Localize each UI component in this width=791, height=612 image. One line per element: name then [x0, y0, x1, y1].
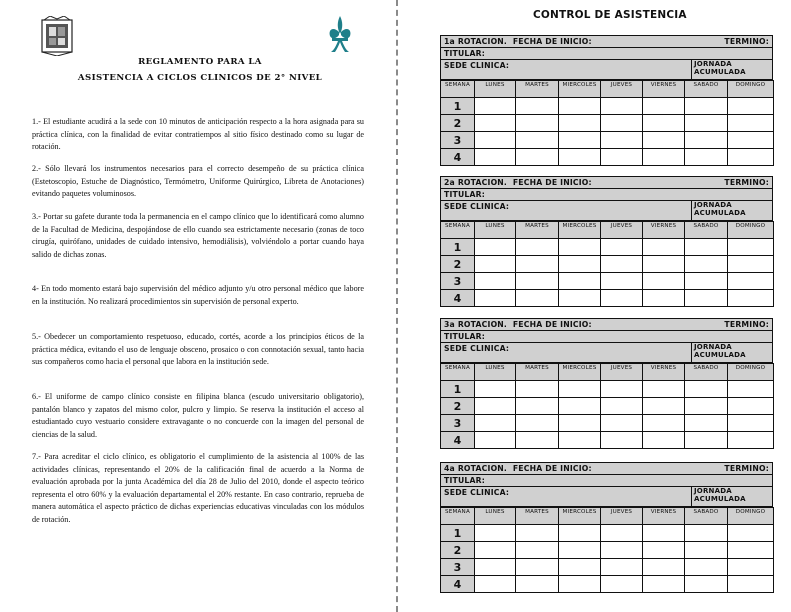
- col-martes: MARTES: [516, 222, 559, 239]
- table-row: [441, 256, 774, 273]
- col-sabado: SABADO: [685, 364, 728, 381]
- attendance-cell[interactable]: [516, 398, 559, 415]
- attendance-cell[interactable]: [559, 415, 601, 432]
- rules-title-line1: REGLAMENTO PARA LA: [138, 57, 262, 67]
- col-martes: MARTES: [516, 81, 559, 98]
- rules-title-line2: ASISTENCIA A CICLOS CLINICOS DE 2° NIVEL: [77, 73, 323, 83]
- attendance-cell[interactable]: [601, 273, 643, 290]
- attendance-cell[interactable]: [685, 381, 728, 398]
- attendance-cell[interactable]: [516, 381, 559, 398]
- week-number: 3: [441, 559, 475, 576]
- attendance-cell[interactable]: [601, 525, 643, 542]
- flor-emblem-icon: [327, 14, 353, 54]
- attendance-cell[interactable]: [559, 132, 601, 149]
- table-row: [441, 576, 774, 593]
- coat-of-arms-icon: [40, 16, 74, 56]
- col-sabado: SABADO: [685, 222, 728, 239]
- col-lunes: LUNES: [475, 81, 516, 98]
- attendance-cell[interactable]: [601, 98, 643, 115]
- rotation-label: 2a ROTACION.: [444, 178, 508, 187]
- table-row: [441, 559, 774, 576]
- table-row: [441, 115, 774, 132]
- attendance-cell[interactable]: [475, 398, 516, 415]
- rule-5: 5.- Obedecer un comportamiento respetuoso, educado, cortés, acorde a los principios éticos de la práctica médica, evitando el uso de lenguaje obsceno, prosaico o con connotación sexual, tanto hacia sus compañeros como hacia el personal que labora en la institución sede.: [32, 332, 364, 367]
- attendance-cell[interactable]: [643, 132, 685, 149]
- attendance-cell[interactable]: [728, 256, 774, 273]
- attendance-cell[interactable]: [475, 381, 516, 398]
- table-row: [441, 239, 774, 256]
- attendance-cell[interactable]: [728, 273, 774, 290]
- attendance-cell[interactable]: [559, 432, 601, 449]
- fecha-label: FECHA DE INICIO:: [512, 178, 592, 187]
- attendance-cell[interactable]: [728, 576, 774, 593]
- week-number: 1: [441, 239, 475, 256]
- attendance-cell[interactable]: [559, 559, 601, 576]
- rotation-label: 3a ROTACION.: [444, 320, 508, 329]
- week-number: 3: [441, 273, 475, 290]
- attendance-cell[interactable]: [559, 256, 601, 273]
- jornada-label: JORNADA ACUMULADA: [691, 60, 773, 79]
- week-number: 4: [441, 290, 475, 307]
- attendance-cell[interactable]: [728, 239, 774, 256]
- attendance-cell[interactable]: [516, 239, 559, 256]
- col-viernes: VIERNES: [643, 364, 685, 381]
- sede-label: SEDE CLINICA:: [444, 61, 510, 70]
- table-row: [441, 149, 774, 166]
- attendance-cell[interactable]: [516, 542, 559, 559]
- attendance-cell[interactable]: [643, 576, 685, 593]
- table-row: [441, 415, 774, 432]
- table-row: [441, 525, 774, 542]
- jornada-label: JORNADA ACUMULADA: [691, 201, 773, 220]
- col-jueves: JUEVES: [601, 364, 643, 381]
- rotation-label: 1a ROTACION.: [444, 37, 508, 46]
- sede-label: SEDE CLINICA:: [444, 202, 510, 211]
- termino-label: TERMINO:: [724, 178, 769, 187]
- rule-7: 7.- Para acreditar el ciclo clínico, es obligatorio el cumplimiento de la asistencia al 100% de las actividades clínicas, representando el 20% de la calificación final de acuerdo a la Norma de evaluación aprobada por la junta Académica del día 28 de Julio del 2010, donde el aspecto teórico representa el otro 60% y la evaluación departamental el 20% restante. En caso contrario, reprueba de manera automática el aspecto práctico de dichas experiencias educativas vinculadas con los módulos de rotación.: [32, 452, 364, 524]
- attendance-cell[interactable]: [601, 398, 643, 415]
- attendance-cell[interactable]: [516, 132, 559, 149]
- attendance-cell[interactable]: [685, 115, 728, 132]
- attendance-cell[interactable]: [643, 149, 685, 166]
- attendance-cell[interactable]: [601, 381, 643, 398]
- titular-label: TITULAR:: [444, 49, 486, 58]
- attendance-cell[interactable]: [643, 542, 685, 559]
- table-row: [441, 432, 774, 449]
- attendance-cell[interactable]: [685, 239, 728, 256]
- attendance-cell[interactable]: [728, 398, 774, 415]
- rotation-block-1: [440, 35, 773, 166]
- attendance-cell[interactable]: [516, 525, 559, 542]
- col-semana: SEMANA: [441, 364, 475, 381]
- attendance-cell[interactable]: [475, 542, 516, 559]
- attendance-cell[interactable]: [475, 273, 516, 290]
- rule-3: 3.- Portar su gafete durante toda la permanencia en el campo clínico que lo identificará como alumno de la Facultad de Medicina, despojándose de ello cuando sea estrictamente necesario (zonas de toco cirugía, quirófano, unidades de cuidado intensivo, hemodiálisis), volviéndolo a portar cuando haya salido de dichas zonas.: [32, 212, 364, 259]
- table-row: [441, 542, 774, 559]
- attendance-cell[interactable]: [559, 576, 601, 593]
- col-semana: SEMANA: [441, 508, 475, 525]
- col-lunes: LUNES: [475, 222, 516, 239]
- attendance-cell[interactable]: [685, 290, 728, 307]
- attendance-cell[interactable]: [559, 98, 601, 115]
- col-lunes: LUNES: [475, 364, 516, 381]
- fold-divider: [396, 0, 398, 612]
- attendance-cell[interactable]: [475, 415, 516, 432]
- week-number: 4: [441, 149, 475, 166]
- attendance-cell[interactable]: [475, 98, 516, 115]
- attendance-cell[interactable]: [516, 415, 559, 432]
- attendance-table: [440, 80, 774, 166]
- attendance-cell[interactable]: [559, 149, 601, 166]
- attendance-cell[interactable]: [516, 432, 559, 449]
- attendance-cell[interactable]: [728, 415, 774, 432]
- col-sabado: SABADO: [685, 508, 728, 525]
- fecha-label: FECHA DE INICIO:: [512, 320, 592, 329]
- col-miercoles: MIERCOLES: [559, 364, 601, 381]
- attendance-cell[interactable]: [516, 290, 559, 307]
- attendance-cell[interactable]: [728, 115, 774, 132]
- attendance-cell[interactable]: [475, 132, 516, 149]
- attendance-cell[interactable]: [685, 273, 728, 290]
- col-domingo: DOMINGO: [728, 364, 774, 381]
- week-number: 4: [441, 576, 475, 593]
- attendance-cell[interactable]: [601, 256, 643, 273]
- week-number: 3: [441, 132, 475, 149]
- attendance-cell[interactable]: [601, 576, 643, 593]
- col-miercoles: MIERCOLES: [559, 81, 601, 98]
- attendance-cell[interactable]: [643, 256, 685, 273]
- col-jueves: JUEVES: [601, 81, 643, 98]
- attendance-cell[interactable]: [685, 415, 728, 432]
- attendance-cell[interactable]: [643, 432, 685, 449]
- col-martes: MARTES: [516, 508, 559, 525]
- week-number: 1: [441, 98, 475, 115]
- titular-label: TITULAR:: [444, 332, 486, 341]
- attendance-cell[interactable]: [728, 290, 774, 307]
- attendance-cell[interactable]: [728, 132, 774, 149]
- attendance-cell[interactable]: [643, 115, 685, 132]
- col-sabado: SABADO: [685, 81, 728, 98]
- attendance-cell[interactable]: [601, 432, 643, 449]
- jornada-label: JORNADA ACUMULADA: [691, 487, 773, 506]
- col-jueves: JUEVES: [601, 508, 643, 525]
- col-viernes: VIERNES: [643, 222, 685, 239]
- attendance-cell[interactable]: [685, 542, 728, 559]
- attendance-cell[interactable]: [685, 132, 728, 149]
- attendance-title: CONTROL DE ASISTENCIA: [533, 9, 687, 21]
- table-row: [441, 273, 774, 290]
- attendance-cell[interactable]: [685, 149, 728, 166]
- attendance-cell[interactable]: [475, 290, 516, 307]
- attendance-cell[interactable]: [559, 239, 601, 256]
- attendance-cell[interactable]: [601, 559, 643, 576]
- attendance-cell[interactable]: [728, 98, 774, 115]
- attendance-cell[interactable]: [685, 525, 728, 542]
- attendance-table: [440, 221, 774, 307]
- attendance-cell[interactable]: [601, 239, 643, 256]
- table-row: [441, 132, 774, 149]
- attendance-cell[interactable]: [559, 115, 601, 132]
- col-martes: MARTES: [516, 364, 559, 381]
- week-number: 2: [441, 398, 475, 415]
- table-row: [441, 290, 774, 307]
- attendance-cell[interactable]: [475, 256, 516, 273]
- col-viernes: VIERNES: [643, 508, 685, 525]
- attendance-cell[interactable]: [559, 398, 601, 415]
- attendance-cell[interactable]: [728, 542, 774, 559]
- attendance-table: [440, 507, 774, 593]
- attendance-cell[interactable]: [475, 432, 516, 449]
- rotation-label: 4a ROTACION.: [444, 464, 508, 473]
- attendance-cell[interactable]: [516, 273, 559, 290]
- week-number: 3: [441, 415, 475, 432]
- termino-label: TERMINO:: [724, 320, 769, 329]
- attendance-cell[interactable]: [559, 273, 601, 290]
- attendance-cell[interactable]: [643, 290, 685, 307]
- attendance-cell[interactable]: [559, 542, 601, 559]
- attendance-cell[interactable]: [475, 576, 516, 593]
- table-row: [441, 398, 774, 415]
- week-number: 1: [441, 381, 475, 398]
- col-semana: SEMANA: [441, 81, 475, 98]
- attendance-cell[interactable]: [559, 525, 601, 542]
- rotation-block-3: [440, 318, 773, 449]
- col-viernes: VIERNES: [643, 81, 685, 98]
- col-miercoles: MIERCOLES: [559, 508, 601, 525]
- table-row: [441, 98, 774, 115]
- titular-label: TITULAR:: [444, 476, 486, 485]
- attendance-cell[interactable]: [643, 273, 685, 290]
- attendance-cell[interactable]: [685, 398, 728, 415]
- fecha-label: FECHA DE INICIO:: [512, 37, 592, 46]
- attendance-cell[interactable]: [601, 290, 643, 307]
- termino-label: TERMINO:: [724, 464, 769, 473]
- sede-label: SEDE CLINICA:: [444, 488, 510, 497]
- attendance-cell[interactable]: [559, 290, 601, 307]
- week-number: 2: [441, 115, 475, 132]
- rotation-block-4: [440, 462, 773, 593]
- attendance-cell[interactable]: [685, 432, 728, 449]
- attendance-cell[interactable]: [685, 98, 728, 115]
- attendance-cell[interactable]: [643, 239, 685, 256]
- sede-label: SEDE CLINICA:: [444, 344, 510, 353]
- attendance-cell[interactable]: [601, 415, 643, 432]
- col-semana: SEMANA: [441, 222, 475, 239]
- attendance-cell[interactable]: [516, 149, 559, 166]
- attendance-cell[interactable]: [728, 559, 774, 576]
- attendance-table: [440, 363, 774, 449]
- attendance-cell[interactable]: [601, 542, 643, 559]
- col-lunes: LUNES: [475, 508, 516, 525]
- attendance-cell[interactable]: [559, 381, 601, 398]
- attendance-cell[interactable]: [643, 381, 685, 398]
- titular-label: TITULAR:: [444, 190, 486, 199]
- attendance-cell[interactable]: [475, 559, 516, 576]
- attendance-cell[interactable]: [601, 149, 643, 166]
- col-miercoles: MIERCOLES: [559, 222, 601, 239]
- attendance-cell[interactable]: [643, 559, 685, 576]
- rule-4: 4- En todo momento estará bajo supervisión del médico adjunto y/u otro personal médico que labore en la institución. No realizará procedimientos sin supervisión de personal experto.: [32, 284, 364, 306]
- attendance-cell[interactable]: [475, 239, 516, 256]
- attendance-cell[interactable]: [728, 149, 774, 166]
- rule-6: 6.- El uniforme de campo clínico consiste en filipina blanca (escudo universitario obligatorio), pantalón blanco y zapatos del mismo color, pulcro y limpio. Se reserva la institución el acceso al estudiantado cuyo vestuario considere extravagante o no concuerde con la imagen del personal de ciencias de la salud.: [32, 392, 364, 439]
- attendance-cell[interactable]: [728, 381, 774, 398]
- termino-label: TERMINO:: [724, 37, 769, 46]
- week-number: 2: [441, 542, 475, 559]
- week-number: 2: [441, 256, 475, 273]
- col-jueves: JUEVES: [601, 222, 643, 239]
- week-number: 1: [441, 525, 475, 542]
- attendance-cell[interactable]: [643, 98, 685, 115]
- attendance-cell[interactable]: [643, 415, 685, 432]
- fecha-label: FECHA DE INICIO:: [512, 464, 592, 473]
- col-domingo: DOMINGO: [728, 81, 774, 98]
- attendance-cell[interactable]: [685, 576, 728, 593]
- attendance-cell[interactable]: [516, 98, 559, 115]
- rule-2: 2.- Sólo llevará los instrumentos necesarios para el correcto desempeño de su práctica clínica (Estetoscopio, Estuche de Diagnóstico, Termómetro, Uniforme Quirúrgico, Libreta de Anotaciones) evitando paquetes voluminosos.: [32, 164, 364, 199]
- attendance-cell[interactable]: [643, 525, 685, 542]
- attendance-cell[interactable]: [516, 256, 559, 273]
- table-row: [441, 381, 774, 398]
- col-domingo: DOMINGO: [728, 508, 774, 525]
- attendance-cell[interactable]: [685, 559, 728, 576]
- week-number: 4: [441, 432, 475, 449]
- attendance-cell[interactable]: [601, 132, 643, 149]
- attendance-cell[interactable]: [516, 115, 559, 132]
- col-domingo: DOMINGO: [728, 222, 774, 239]
- attendance-cell[interactable]: [728, 432, 774, 449]
- rotation-block-2: [440, 176, 773, 307]
- attendance-cell[interactable]: [516, 576, 559, 593]
- attendance-cell[interactable]: [516, 559, 559, 576]
- rule-1: 1.- El estudiante acudirá a la sede con 10 minutos de anticipación respecto a la hora asignada para su práctica clínica, con la finalidad de evitar contratiempos al sitio físico destinado como su lugar de rotación.: [32, 117, 364, 152]
- attendance-cell[interactable]: [643, 398, 685, 415]
- attendance-cell[interactable]: [601, 115, 643, 132]
- jornada-label: JORNADA ACUMULADA: [691, 343, 773, 362]
- attendance-cell[interactable]: [475, 525, 516, 542]
- attendance-cell[interactable]: [475, 115, 516, 132]
- attendance-cell[interactable]: [475, 149, 516, 166]
- attendance-cell[interactable]: [685, 256, 728, 273]
- attendance-cell[interactable]: [728, 525, 774, 542]
